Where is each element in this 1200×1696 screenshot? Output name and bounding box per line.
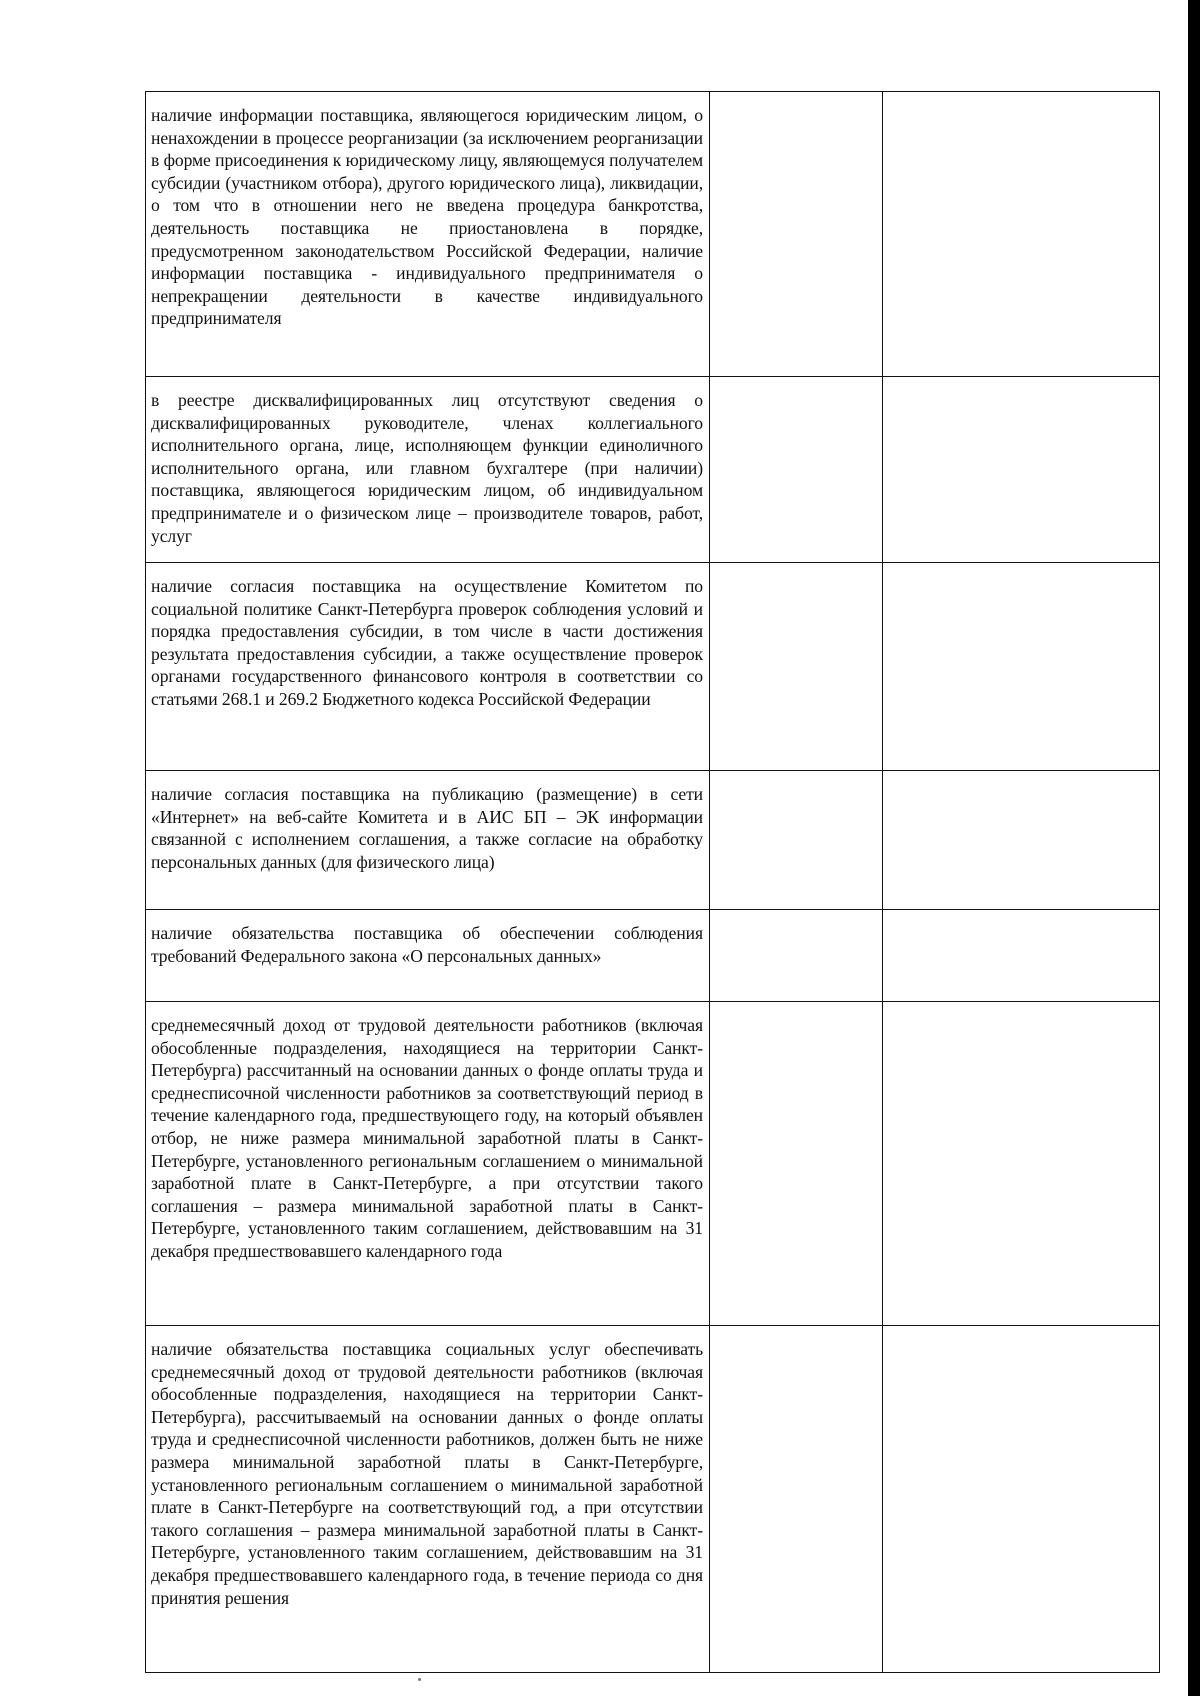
table-row <box>146 1326 1160 1673</box>
criterion-text: наличие обязательства поставщика социальных услуг обеспечивать среднемесячный доход от трудовой деятельности работников (включая обособленные подразделения, находящиеся на территории Санкт-Петербурга), рассчитываемый на основании данных о фонде оплаты труда и среднесписочной численности работников, должен быть не ниже размера минимальной заработной платы в Санкт-Петербурге, установленного региональным соглашением о минимальной заработной плате в Санкт-Петербурге на соответствующий год, а при отсутствии такого соглашения – размера минимальной заработной платы в Санкт-Петербурге, установленного таким соглашением, действовавшим на 31 декабря предшествовавшего календарного года, в течение периода со дня принятия решения <box>151 1339 703 1608</box>
scan-speck <box>418 1678 421 1681</box>
criterion-cell <box>146 1002 710 1326</box>
criterion-text: наличие информации поставщика, являющегося юридическим лицом, о ненахождении в процессе реорганизации (за исключением реорганизации в форме присоединения к юридическому лицу, являющемуся получателем субсидии (участником отбора), другого юридического лица), ликвидации, о том что в отношении него не введена процедура банкротства, деятельность поставщика не приостановлена в порядке, предусмотренном законодательством Российской Федерации, наличие информации поставщика - индивидуального предпринимателя о непрекращении деятельности в качестве индивидуального предпринимателя <box>151 105 703 329</box>
empty-cell <box>710 1002 883 1326</box>
empty-cell <box>883 1326 1160 1673</box>
empty-cell <box>710 1326 883 1673</box>
criterion-text: наличие согласия поставщика на осуществление Комитетом по социальной политике Санкт-Петербурга проверок соблюдения условий и порядка предоставления субсидии, в том числе в части достижения результата предоставления субсидии, а также осуществление проверок органами государственного финансового контроля в соответствии со статьями 268.1 и 269.2 Бюджетного кодекса Российской Федерации <box>151 576 703 709</box>
table-row <box>146 563 1160 771</box>
empty-cell <box>883 1002 1160 1326</box>
criterion-text: наличие согласия поставщика на публикацию (размещение) в сети «Интернет» на веб-сайте Комитета и в АИС БП – ЭК информации связанной с исполнением соглашения, а также согласие на обработку персональных данных (для физического лица) <box>151 784 703 872</box>
table-row <box>146 771 1160 910</box>
criterion-cell <box>146 377 710 563</box>
empty-cell <box>883 910 1160 1002</box>
empty-cell <box>883 92 1160 377</box>
criterion-text: в реестре дисквалифицированных лиц отсутствуют сведения о дисквалифицированных руководителе, членах коллегиального исполнительного органа, лице, исполняющем функции единоличного исполнительного органа, или главном бухгалтере (при наличии) поставщика, являющегося юридическим лицом, об индивидуальном предпринимателе и о физическом лице – производителе товаров, работ, услуг <box>151 390 703 546</box>
criterion-cell <box>146 92 710 377</box>
table-row <box>146 377 1160 563</box>
criterion-cell <box>146 563 710 771</box>
empty-cell <box>710 910 883 1002</box>
table-row <box>146 92 1160 377</box>
empty-cell <box>710 771 883 910</box>
criterion-cell <box>146 910 710 1002</box>
empty-cell <box>883 377 1160 563</box>
table-row <box>146 1002 1160 1326</box>
empty-cell <box>710 563 883 771</box>
empty-cell <box>710 92 883 377</box>
scan-edge-border <box>1188 0 1200 1696</box>
criterion-cell <box>146 771 710 910</box>
empty-cell <box>710 377 883 563</box>
criterion-text: среднемесячный доход от трудовой деятельности работников (включая обособленные подразделения, находящиеся на территории Санкт-Петербурга) рассчитанный на основании данных о фонде оплаты труда и среднесписочной численности работников за соответствующий период в течение календарного года, предшествующего году, на который объявлен отбор, не ниже размера минимальной заработной платы в Санкт-Петербурге, установленного региональным соглашением о минимальной заработной плате в Санкт-Петербурге, а при отсутствии такого соглашения – размера минимальной заработной платы в Санкт-Петербурге, установленного таким соглашением, действовавшим на 31 декабря предшествовавшего календарного года <box>151 1015 703 1261</box>
criteria-table <box>145 91 1160 1673</box>
empty-cell <box>883 563 1160 771</box>
criterion-text: наличие обязательства поставщика об обеспечении соблюдения требований Федерального закона «О персональных данных» <box>151 923 703 966</box>
table-row <box>146 910 1160 1002</box>
empty-cell <box>883 771 1160 910</box>
criterion-cell <box>146 1326 710 1673</box>
